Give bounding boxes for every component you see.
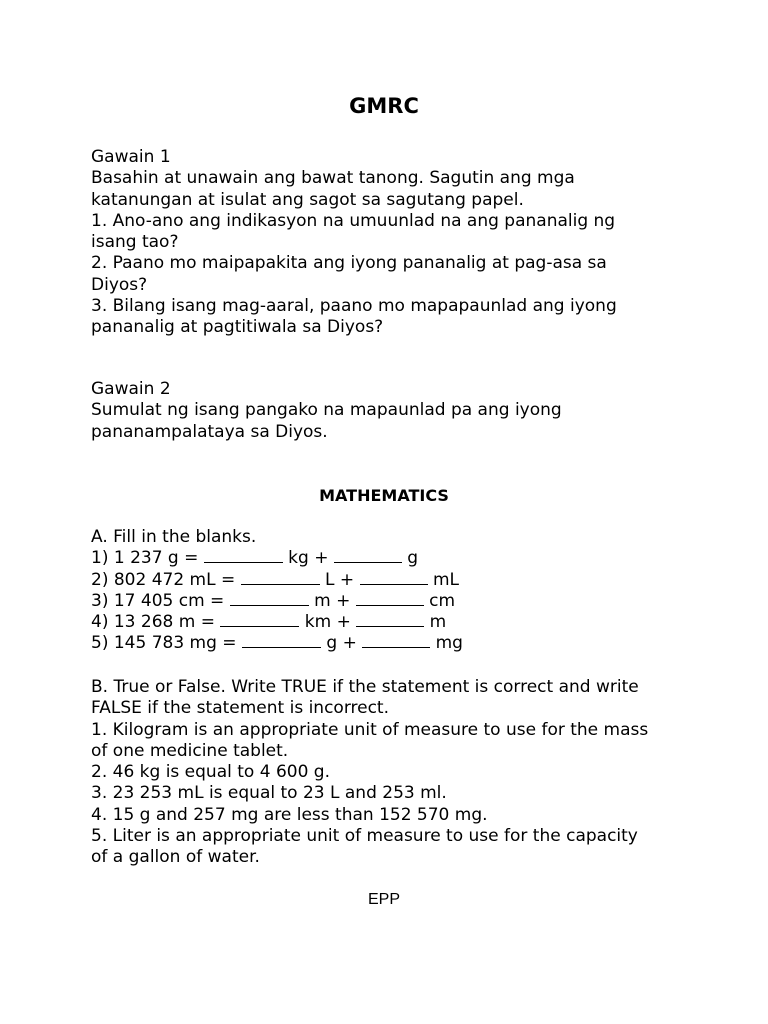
answer-blank [230, 591, 309, 606]
fill-blank-item [91, 612, 691, 633]
answer-blank [220, 612, 299, 627]
gawain-1-line: pananalig at pagtitiwala sa Diyos? [91, 317, 384, 338]
gawain-1-line: Diyos? [91, 274, 148, 295]
item-unit: kg + [282, 548, 334, 569]
part-b-line: of a gallon of water. [91, 847, 260, 868]
answer-blank [356, 612, 424, 627]
answer-blank [356, 591, 424, 606]
mathematics-heading: MATHEMATICS [319, 486, 449, 505]
item-prefix: 1) 1 237 g = [91, 548, 204, 569]
gawain-1-line: 1. Ano-ano ang indikasyon na umuunlad na ang pananalig ng [91, 210, 616, 231]
page-title: GMRC [349, 94, 419, 118]
item-prefix: 4) 13 268 m = [91, 612, 221, 633]
item-unit: L + [319, 569, 360, 590]
fill-blank-item [91, 548, 691, 569]
answer-blank [362, 633, 430, 648]
answer-blank [242, 633, 321, 648]
part-a-heading: A. Fill in the blanks. [91, 527, 257, 547]
item-unit: m + [308, 590, 356, 611]
gawain-2-line: Sumulat ng isang pangako na mapaunlad pa ang iyong [91, 400, 562, 421]
gawain-2-heading: Gawain 2 [91, 379, 171, 399]
part-b-line: 3. 23 253 mL is equal to 23 L and 253 ml. [91, 783, 447, 804]
fill-blank-item [91, 591, 691, 612]
gawain-1-line: katanungan at isulat ang sagot sa sagutang papel. [91, 189, 524, 210]
item-unit: cm [423, 590, 456, 611]
part-b-line: B. True or False. Write TRUE if the statement is correct and write [91, 677, 639, 697]
answer-blank [360, 570, 428, 585]
item-unit: mL [427, 569, 460, 590]
math-part-a [91, 527, 691, 655]
answer-blank [204, 548, 283, 563]
part-b-line: 5. Liter is an appropriate unit of measure to use for the capacity [91, 826, 638, 847]
part-b-line: of one medicine tablet. [91, 740, 289, 761]
item-unit: m [424, 612, 447, 633]
gawain-1-line: 3. Bilang isang mag-aaral, paano mo mapapaunlad ang iyong [91, 296, 617, 317]
part-b-line: 2. 46 kg is equal to 4 600 g. [91, 762, 330, 783]
item-unit: g + [320, 633, 363, 654]
math-part-b [91, 677, 691, 869]
item-prefix: 5) 145 783 mg = [91, 633, 242, 654]
item-unit: km + [299, 612, 357, 633]
part-b-line: 4. 15 g and 257 mg are less than 152 570 mg. [91, 804, 488, 825]
item-unit: g [401, 548, 419, 569]
gawain-2-section [91, 379, 691, 443]
answer-blank [334, 548, 402, 563]
fill-blank-item [91, 633, 691, 654]
epp-heading: EPP [367, 891, 400, 908]
item-prefix: 3) 17 405 cm = [91, 590, 230, 611]
item-unit: mg [430, 633, 463, 654]
gawain-2-line: pananampalataya sa Diyos. [91, 421, 328, 442]
part-b-line: FALSE if the statement is incorrect. [91, 698, 390, 719]
part-b-line: 1. Kilogram is an appropriate unit of measure to use for the mass [91, 719, 649, 740]
gawain-1-line: isang tao? [91, 232, 179, 253]
gawain-1-heading: Gawain 1 [91, 147, 171, 167]
fill-blank-item [91, 570, 691, 591]
gawain-1-line: 2. Paano mo maipapakita ang iyong pananalig at pag-asa sa [91, 253, 607, 274]
gawain-1-line: Basahin at unawain ang bawat tanong. Sagutin ang mga [91, 168, 575, 189]
gawain-1-section [91, 147, 691, 339]
item-prefix: 2) 802 472 mL = [91, 569, 241, 590]
answer-blank [241, 570, 320, 585]
